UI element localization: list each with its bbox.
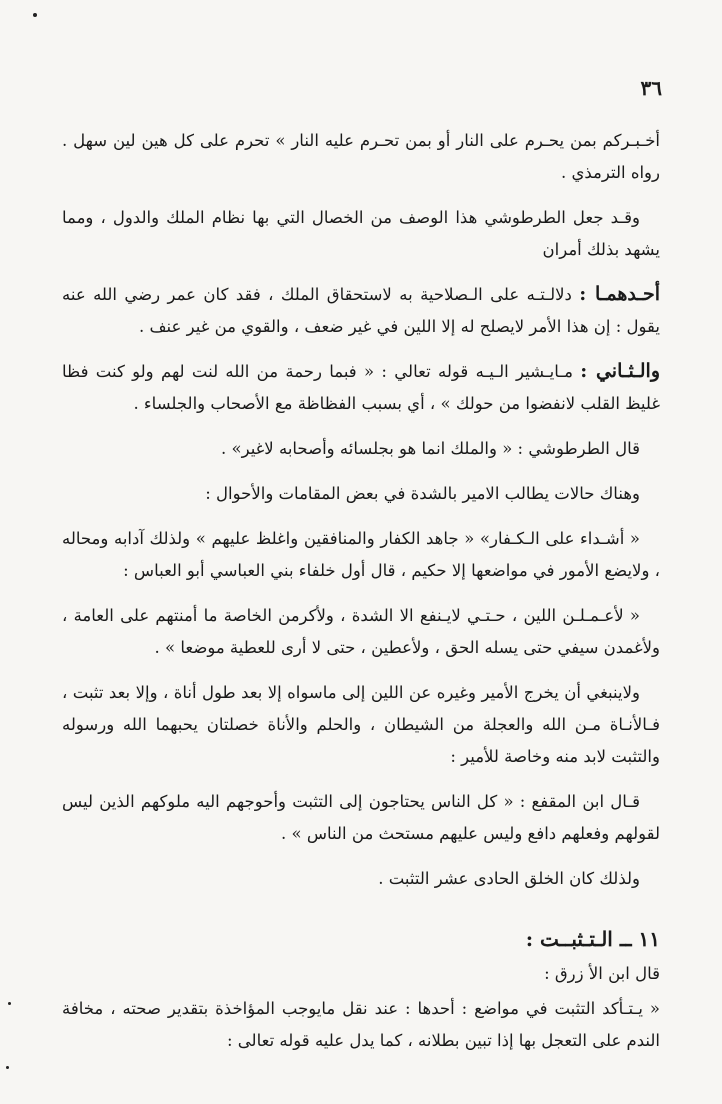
paragraph-text: أخـبـركم بمن يحـرم على النار أو بمن تحـرم عليه النار » تحرم على كل هين لين سهل . رواه الترمذي . <box>62 131 660 182</box>
paragraph <box>62 522 660 587</box>
paragraph <box>62 862 660 895</box>
scan-speck <box>6 1066 9 1069</box>
paragraph-text: « يـتـأكد التثبت في مواضع : أحدها : عند نقل مايوجب المؤاخذة بتقدير صحته ، مخافة الندم على التعجل بها إذا تبين بطلانه ، كما يدل عليه قوله تعالى : <box>62 999 660 1050</box>
paragraph <box>62 201 660 266</box>
paragraph <box>62 957 660 990</box>
paragraph-lead: والـثـاني : <box>580 360 660 382</box>
paragraph <box>62 676 660 773</box>
section-heading: ١١ ــ الـتـثبــت : <box>525 927 660 951</box>
paragraph-text: مـايـشير الـيـه قوله تعالي : « فبما رحمة من الله لنت لهم ولو كنت فظا غليظ القلب لانفضوا من حولك » ، أي بسبب الفظاظة مع الأصحاب والجلساء . <box>62 362 660 413</box>
paragraph-lead: أحـدهمـا : <box>579 283 660 305</box>
paragraph-text: ولذلك كان الخلق الحادى عشر التثبت . <box>378 869 640 888</box>
paragraph <box>62 432 660 465</box>
paragraph <box>62 785 660 850</box>
paragraph <box>62 278 660 343</box>
paragraph-text: دلالـتـه على الـصلاحية به لاستحقاق الملك ، فقد كان عمر رضي الله عنه يقول : إن هذا الأمر لايصلح له إلا اللين في غير ضعف ، والقوي من غير عنف . <box>62 285 660 336</box>
page-number: ٣٦ <box>640 76 662 100</box>
paragraph <box>62 124 660 189</box>
paragraph-text: « لأعـمـلـن اللين ، حـتـي لايـنفع الا الشدة ، ولأكرمن الخاصة ما أمنتهم على العامة ، ولأغمدن سيفي حتى يسله الحق ، ولأعطين ، حتى لا أرى للعطية موضعا » . <box>62 606 660 657</box>
paragraph-text: وقـد جعل الطرطوشي هذا الوصف من الخصال التي بها نظام الملك والدول ، ومما يشهد بذلك أمران <box>62 208 660 259</box>
body-text <box>62 124 660 1069</box>
paragraph-text: « أشـداء على الـكـفار» « جاهد الكفار والمنافقين واغلظ عليهم » ولذلك آدابه ومحاله ، ولايضع الأمور في مواضعها إلا حكيم ، قال أول خلفاء بني العباسي أبو العباس : <box>62 529 660 580</box>
paragraph-text: قال الطرطوشي : « والملك انما هو بجلسائه وأصحابه لاغير» . <box>221 439 640 458</box>
scan-speck <box>33 13 37 17</box>
paragraph-text: ولاينبغي أن يخرج الأمير وغيره عن اللين إلى ماسواه إلا بعد طول أناة ، وإلا بعد تثبت ، فـالأنـاة مـن الله والعجلة من الشيطان ، والحلم والأناة خصلتان يحبهما الله ورسوله والتثبت لابد منه وخاصة للأمير : <box>62 683 660 766</box>
paragraph <box>62 355 660 420</box>
paragraph-text: قال ابن الأ زرق : <box>544 964 660 983</box>
paragraph <box>62 992 660 1057</box>
paragraph-text: قـال ابن المقفع : « كل الناس يحتاجون إلى التثبت وأحوجهم اليه ملوكهم الذين ليس لقولهم وفعلهم دافع وليس عليهم مستحث من الناس » . <box>62 792 660 843</box>
paragraph <box>62 477 660 510</box>
scan-speck <box>8 1002 11 1005</box>
paragraph <box>62 599 660 664</box>
paragraph-text: وهناك حالات يطالب الامير بالشدة في بعض المقامات والأحوال : <box>205 484 640 503</box>
